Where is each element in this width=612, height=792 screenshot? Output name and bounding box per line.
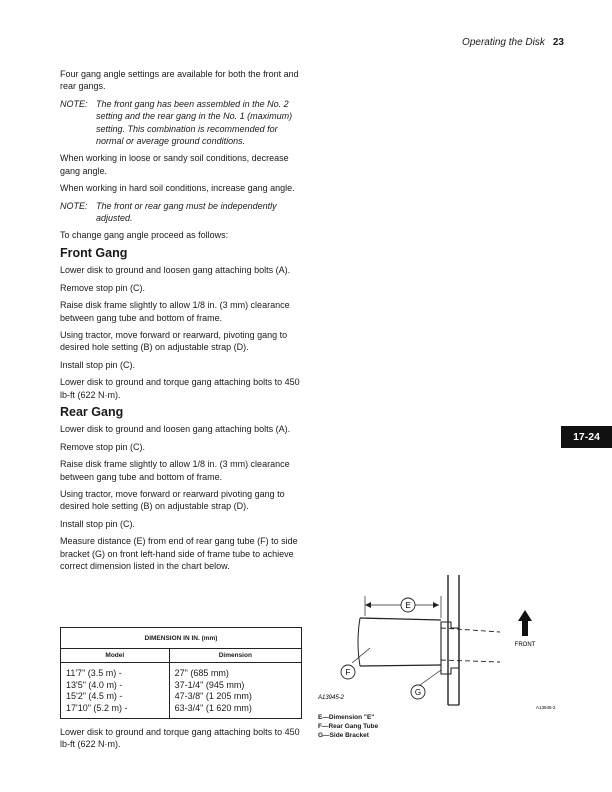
front-label: FRONT [514,642,536,648]
legend-item: G—Side Bracket [318,732,369,739]
rear-step: Using tractor, move forward or rearward pivoting gang to desired hole setting (B) on adjustable strap (D). [60,488,285,512]
note-label: NOTE: [60,98,88,109]
dimension-table [60,627,302,719]
note-text: The front or rear gang must be independently adjusted. [96,200,277,224]
callout-e-label: E [405,601,411,610]
figure-ref-right: A13945-2 [536,705,556,710]
figure-legend [318,713,378,740]
front-step: Lower disk to ground and torque gang attaching bolts to 450 lb-ft (622 N·m). [60,377,300,400]
legend-item: F—Rear Gang Tube [318,723,379,730]
rear-gang-tube [358,618,500,666]
gang-tube-figure [312,570,572,720]
callout-e [401,598,415,612]
callout-f [341,648,370,679]
note-2 [60,200,302,225]
rear-step: Raise disk frame slightly to allow 1/8 in. (3 mm) clearance between gang tube and bottom of frame. [60,459,290,482]
front-step: Lower disk to ground and loosen gang attaching bolts (A). [60,265,291,276]
page-header [462,37,564,48]
rear-step: Install stop pin (C). [60,518,136,529]
callout-g-label: G [414,688,422,697]
frame-tube [448,575,459,705]
main-column [60,68,302,577]
page-number: 23 [552,37,564,48]
front-step: Raise disk frame slightly to allow 1/8 in. (3 mm) clearance between gang tube and bottom of frame. [60,300,290,323]
note-label: NOTE: [60,200,88,211]
front-step: Using tractor, move forward or rearward, pivoting gang to desired hole setting (B) on adjustable strap (D). [60,329,288,353]
callout-g [411,670,441,699]
note-1 [60,98,302,148]
header-title: Operating the Disk [462,37,545,48]
column-header-model: Model [61,649,170,663]
models-cell: 11'7" (3.5 m) - 13'5" (4.0 m) - 15'2" (4.5 m) - 17'10" (5.2 m) - [61,663,170,719]
front-step: Install stop pin (C). [60,359,136,370]
column-header-dimension: Dimension [169,649,301,663]
rear-gang-heading: Rear Gang [60,404,124,419]
intro-paragraph-1: Four gang angle settings are available for both the front and rear gangs. [60,69,299,92]
note-text: The front gang has been assembled in the No. 2 setting and the rear gang in the No. 1 (maximum) setting. This combination is recommended for normal or average ground conditions. [96,98,293,147]
figure-ref-left: A13945-2 [318,695,345,701]
front-step: Remove stop pin (C). [60,282,146,293]
final-step: Lower disk to ground and torque gang attaching bolts to 450 lb-ft (622 N·m). [60,727,300,750]
side-bracket [441,622,459,674]
intro-paragraph-3: When working in hard soil conditions, increase gang angle. [60,183,295,194]
dimensions-cell: 27" (685 mm) 37-1/4" (945 mm) 47-3/8" (1 205 mm) 63-3/4" (1 620 mm) [169,663,301,719]
rear-step: Lower disk to ground and loosen gang attaching bolts (A). [60,424,291,435]
table-caption: DIMENSION IN IN. (mm) [61,628,302,649]
section-tab: 17-24 [561,426,612,448]
front-gang-heading: Front Gang [60,245,128,260]
legend-item: E—Dimension "E" [318,714,375,721]
rear-step: Measure distance (E) from end of rear gang tube (F) to side bracket (G) on front left-hand side of frame tube to achieve correct dimension listed in the chart below. [60,536,298,571]
front-arrow-icon [518,610,532,636]
callout-f-label: F [345,668,351,677]
rear-step: Remove stop pin (C). [60,441,146,452]
intro-paragraph-4: To change gang angle proceed as follows: [60,230,229,241]
intro-paragraph-2: When working in loose or sandy soil conditions, decrease gang angle. [60,153,289,176]
